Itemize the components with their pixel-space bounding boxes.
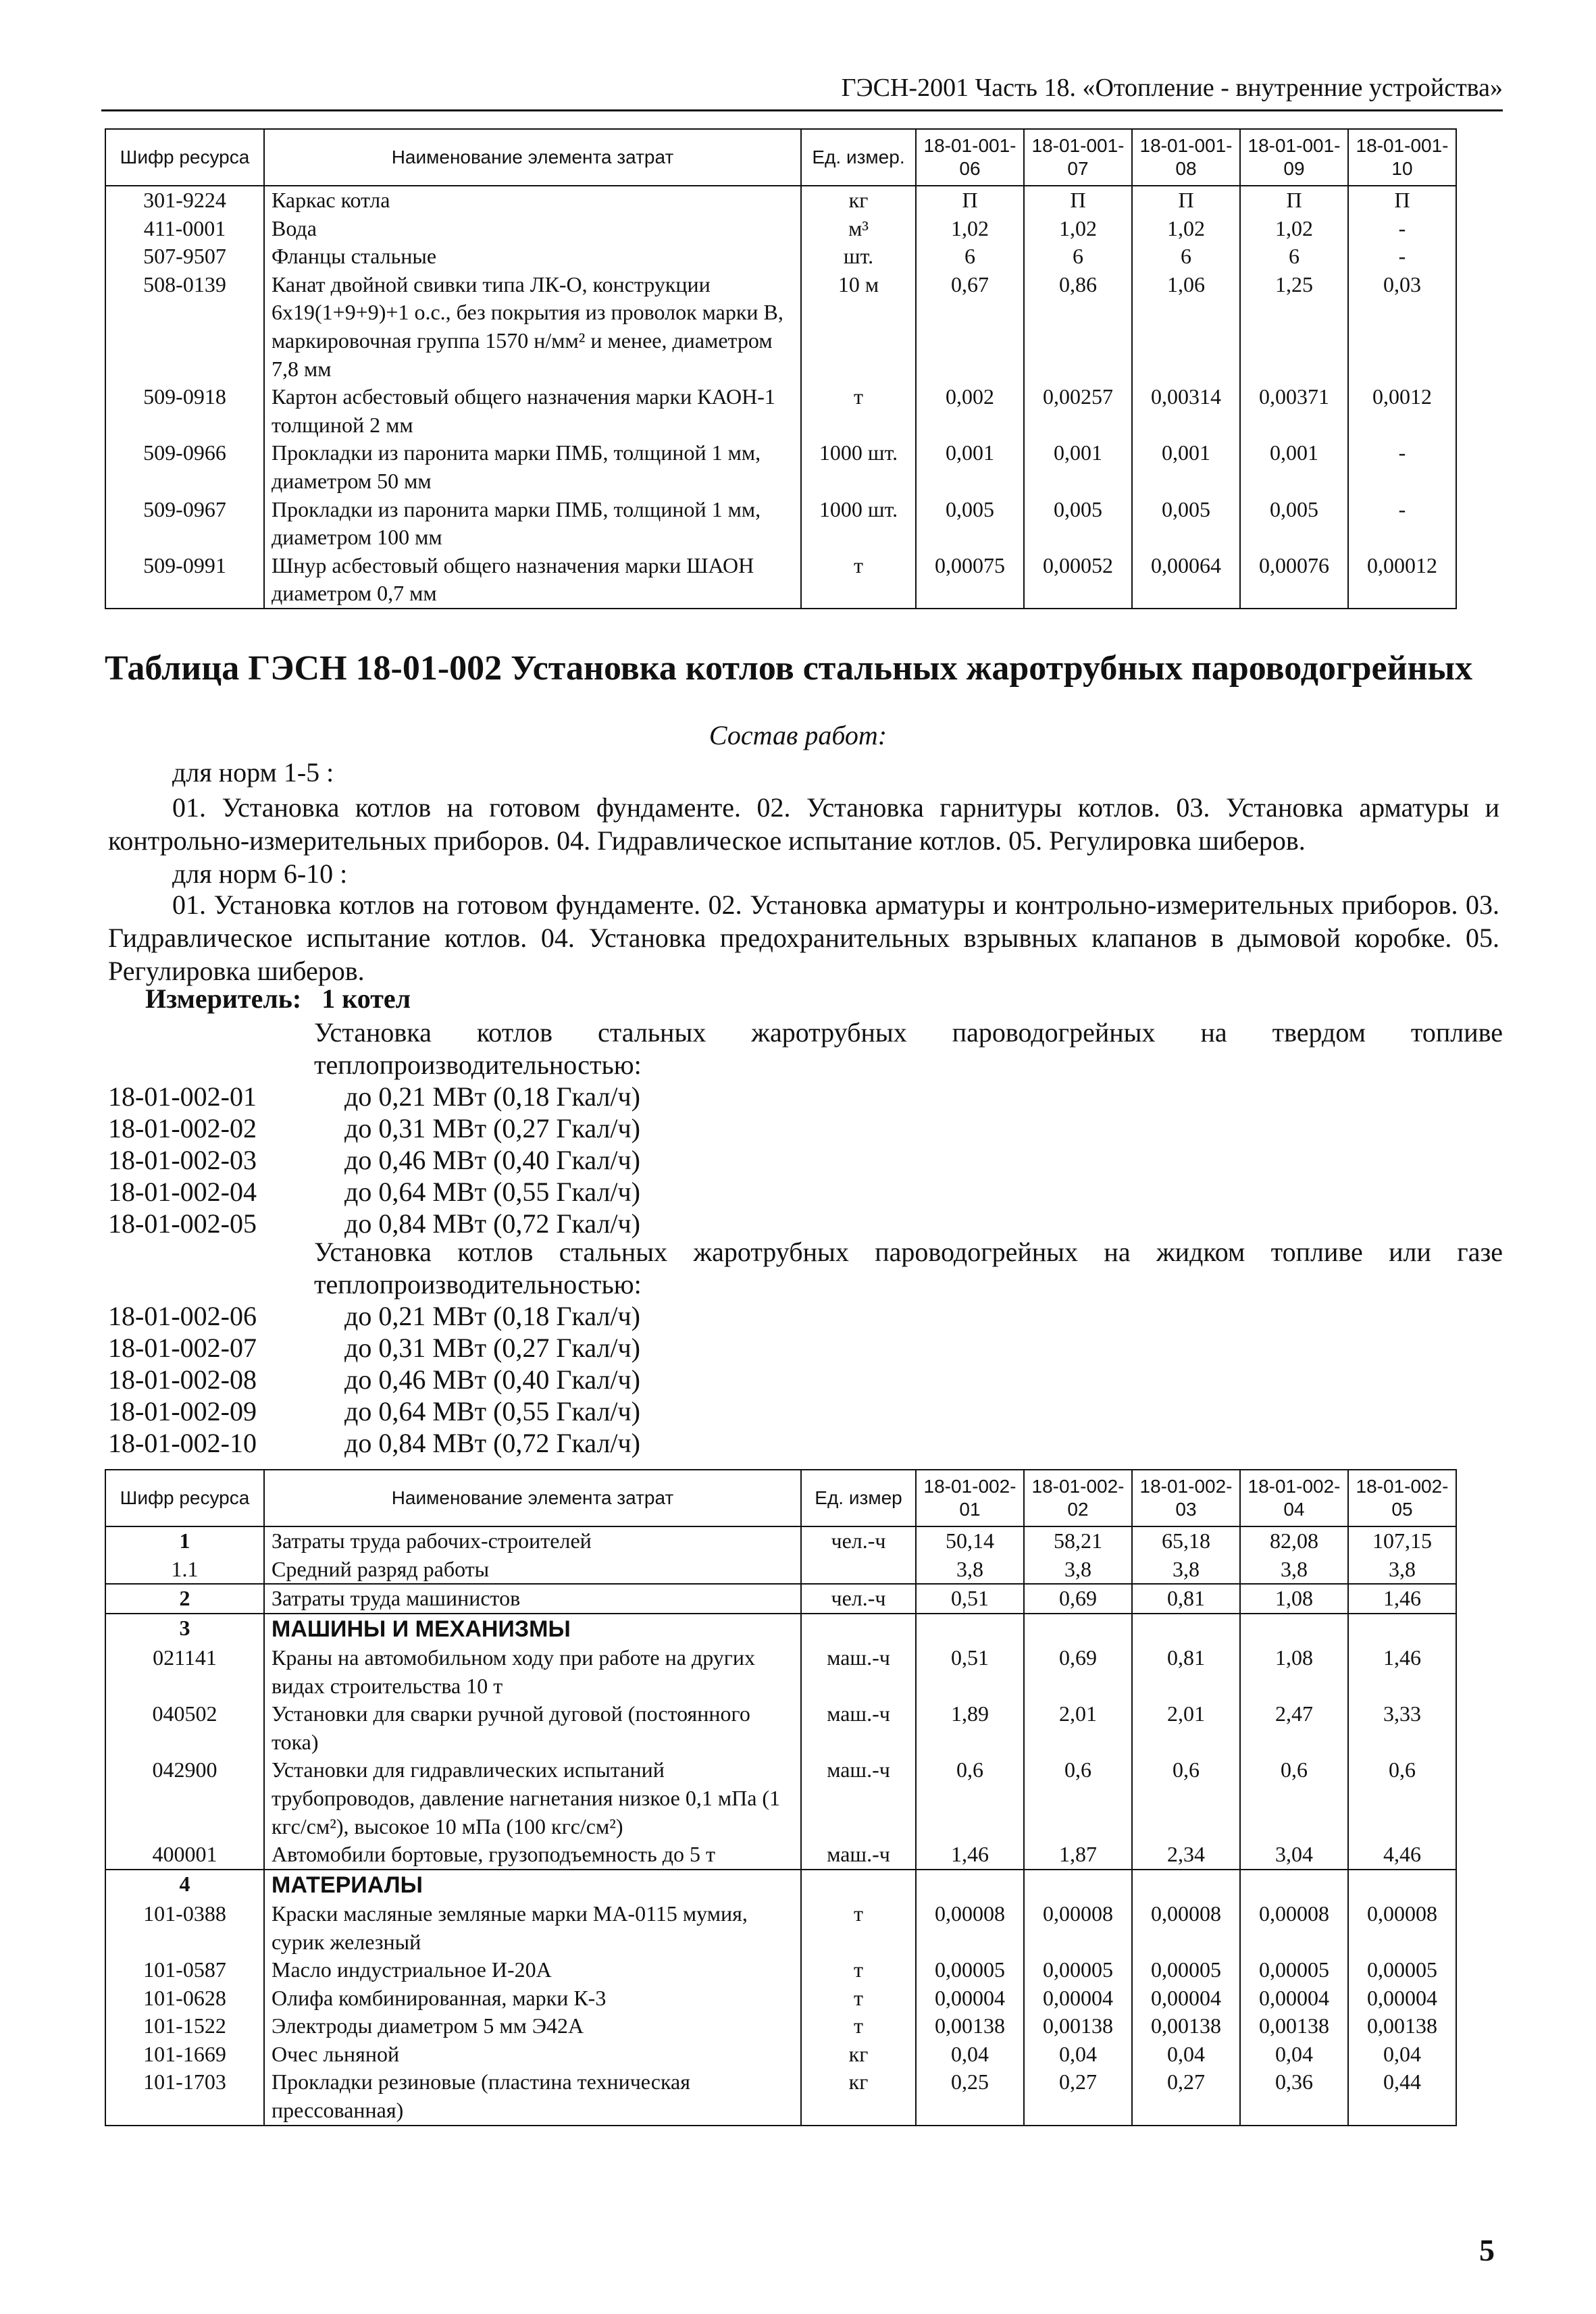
- norms-6-10-text: 01. Установка котлов на готовом фундаменте. 02. Установка арматуры и контрольно-измерительных приборов. 03. Гидравлическое испытание котлов. 04. Установка предохранительных взрывных клапанов в дымовой коробке. 05. Регулировка шиберов.: [108, 890, 1499, 986]
- table-row: [105, 1526, 1456, 1555]
- norm-value: -: [1348, 439, 1456, 495]
- norm-value: 3,04: [1240, 1841, 1348, 1870]
- norm-value: П: [1240, 186, 1348, 215]
- cost-element-name: Затраты труда машинистов: [264, 1584, 801, 1614]
- cost-element-name: Средний разряд работы: [264, 1555, 801, 1585]
- norm-value: [1024, 1870, 1132, 1900]
- unit-of-measure: 1000 шт.: [801, 496, 916, 552]
- header-row: [105, 129, 1456, 186]
- table-row: [105, 1644, 1456, 1700]
- unit-of-measure: маш.-ч: [801, 1756, 916, 1841]
- norm-value: 0,00008: [1348, 1900, 1456, 1956]
- column-header: Шифр ресурса: [105, 1470, 264, 1526]
- norm-value: 0,04: [916, 2040, 1024, 2069]
- norm-value: 0,00371: [1240, 383, 1348, 439]
- cost-element-name: Очес льняной: [264, 2040, 801, 2069]
- norm-item: [108, 1144, 640, 1176]
- table-row: [105, 1555, 1456, 1585]
- work-composition-title: Состав работ:: [709, 720, 887, 750]
- cost-element-name: Установки для гидравлических испытаний трубопроводов, давление нагнетания низкое 0,1 мПа (1 кгс/см²), высокое 10 мПа (100 кгс/см²): [264, 1756, 801, 1841]
- norm-value: 0,00012: [1348, 552, 1456, 609]
- column-header: 18-01-001-10: [1348, 129, 1456, 186]
- norm-value: 1,08: [1240, 1644, 1348, 1700]
- column-header: 18-01-002-02: [1024, 1470, 1132, 1526]
- norm-value: 65,18: [1132, 1526, 1240, 1555]
- norm-value: 0,00005: [916, 1956, 1024, 1984]
- table-row: [105, 186, 1456, 215]
- cost-element-name: МАТЕРИАЛЫ: [264, 1870, 801, 1900]
- norm-value: 0,00138: [916, 2012, 1024, 2040]
- unit-of-measure: т: [801, 1900, 916, 1956]
- norm-capacity: до 0,21 МВт (0,18 Гкал/ч): [344, 1081, 640, 1112]
- resource-code: 400001: [105, 1841, 264, 1870]
- table-title: Таблица ГЭСН 18-01-002 Установка котлов стальных жаротрубных пароводогрейных: [105, 649, 1473, 688]
- column-header: 18-01-002-05: [1348, 1470, 1456, 1526]
- norm-value: 0,36: [1240, 2068, 1348, 2125]
- norm-value: 0,6: [1024, 1756, 1132, 1841]
- norm-value: 6: [1240, 242, 1348, 271]
- cost-element-name: Шнур асбестовый общего назначения марки ШАОН диаметром 0,7 мм: [264, 552, 801, 609]
- cost-element-name: Каркас котла: [264, 186, 801, 215]
- resource-code: 509-0966: [105, 439, 264, 495]
- norm-value: 0,04: [1024, 2040, 1132, 2069]
- cost-element-name: Прокладки из паронита марки ПМБ, толщиной 1 мм, диаметром 100 мм: [264, 496, 801, 552]
- norm-value: 0,00004: [1132, 1984, 1240, 2013]
- norm-value: 1,02: [916, 215, 1024, 243]
- norm-value: [916, 1870, 1024, 1900]
- resource-code: 101-0628: [105, 1984, 264, 2013]
- norm-value: 0,04: [1240, 2040, 1348, 2069]
- norm-value: 1,02: [1132, 215, 1240, 243]
- norm-value: П: [1348, 186, 1456, 215]
- table-row: [105, 242, 1456, 271]
- norm-value: 2,01: [1132, 1700, 1240, 1756]
- resource-code: 101-0388: [105, 1900, 264, 1956]
- norm-value: 0,00004: [1348, 1984, 1456, 2013]
- norm-value: [1024, 1614, 1132, 1644]
- norm-value: 0,005: [1132, 496, 1240, 552]
- norm-value: [1132, 1870, 1240, 1900]
- norm-code: 18-01-002-03: [108, 1145, 257, 1175]
- norm-value: [1240, 1870, 1348, 1900]
- norm-value: [916, 1614, 1024, 1644]
- table-row: [105, 439, 1456, 495]
- unit-of-measure: [801, 1614, 916, 1644]
- cost-element-name: Вода: [264, 215, 801, 243]
- unit-of-measure: [801, 1870, 916, 1900]
- norm-code: 18-01-002-04: [108, 1177, 257, 1207]
- table-row: [105, 1614, 1456, 1644]
- cost-element-name: Прокладки резиновые (пластина техническая прессованная): [264, 2068, 801, 2125]
- norm-value: 0,00008: [1132, 1900, 1240, 1956]
- running-header: ГЭСН-2001 Часть 18. «Отопление - внутренние устройства»: [101, 73, 1503, 111]
- norm-value: 0,6: [1240, 1756, 1348, 1841]
- norm-value: 6: [1132, 242, 1240, 271]
- norm-capacity: до 0,64 МВт (0,55 Гкал/ч): [344, 1396, 640, 1426]
- norm-value: 0,67: [916, 271, 1024, 383]
- norm-value: 0,005: [1240, 496, 1348, 552]
- unit-of-measure: кг: [801, 186, 916, 215]
- norm-value: 3,8: [1132, 1555, 1240, 1585]
- resource-code: 1: [105, 1526, 264, 1555]
- table-row: [105, 271, 1456, 383]
- norm-value: 1,08: [1240, 1584, 1348, 1614]
- unit-of-measure: маш.-ч: [801, 1841, 916, 1870]
- resource-code: 101-1703: [105, 2068, 264, 2125]
- cost-element-name: Автомобили бортовые, грузоподъемность до 5 т: [264, 1841, 801, 1870]
- table-row: [105, 383, 1456, 439]
- unit-of-measure: чел.-ч: [801, 1584, 916, 1614]
- column-header: 18-01-001-07: [1024, 129, 1132, 186]
- cost-element-name: Краны на автомобильном ходу при работе на других видах строительства 10 т: [264, 1644, 801, 1700]
- cost-element-name: МАШИНЫ И МЕХАНИЗМЫ: [264, 1614, 801, 1644]
- table-row: [105, 1870, 1456, 1900]
- resource-code: 021141: [105, 1644, 264, 1700]
- cost-element-name: Картон асбестовый общего назначения марки КАОН-1 толщиной 2 мм: [264, 383, 801, 439]
- table-row: [105, 1756, 1456, 1841]
- resource-code: 411-0001: [105, 215, 264, 243]
- unit-of-measure: 10 м: [801, 271, 916, 383]
- group-title-liquid-gas: Установка котлов стальных жаротрубных пароводогрейных на жидком топливе или газе теплопроизводительностью:: [314, 1237, 1503, 1300]
- norm-code: 18-01-002-05: [108, 1208, 257, 1239]
- norm-value: 1,46: [1348, 1584, 1456, 1614]
- norm-value: 0,00004: [916, 1984, 1024, 2013]
- measure-value: 1 котел: [321, 983, 411, 1014]
- norm-capacity: до 0,84 МВт (0,72 Гкал/ч): [344, 1208, 640, 1239]
- norm-value: 2,47: [1240, 1700, 1348, 1756]
- table-row: [105, 496, 1456, 552]
- norm-code: 18-01-002-07: [108, 1333, 257, 1363]
- norm-value: 0,00075: [916, 552, 1024, 609]
- table-header: [105, 129, 1456, 186]
- norm-value: 0,86: [1024, 271, 1132, 383]
- column-header: 18-01-001-08: [1132, 129, 1240, 186]
- norm-value: 4,46: [1348, 1841, 1456, 1870]
- norm-item: [108, 1081, 640, 1112]
- resource-code: 101-0587: [105, 1956, 264, 1984]
- norm-value: [1240, 1614, 1348, 1644]
- norm-value: 1,46: [1348, 1644, 1456, 1700]
- resource-code: 509-0991: [105, 552, 264, 609]
- header-row: [105, 1470, 1456, 1526]
- cost-element-name: Фланцы стальные: [264, 242, 801, 271]
- norm-value: 3,8: [1348, 1555, 1456, 1585]
- norm-item: [108, 1112, 640, 1144]
- table-body: [105, 1526, 1456, 2126]
- unit-of-measure: шт.: [801, 242, 916, 271]
- resource-code: 507-9507: [105, 242, 264, 271]
- norm-value: 0,44: [1348, 2068, 1456, 2125]
- norm-item: [108, 1208, 640, 1239]
- norm-value: 1,46: [916, 1841, 1024, 1870]
- norm-value: 0,00138: [1024, 2012, 1132, 2040]
- norm-value: 0,00314: [1132, 383, 1240, 439]
- norm-value: 0,81: [1132, 1584, 1240, 1614]
- resource-code: 042900: [105, 1756, 264, 1841]
- norm-value: П: [916, 186, 1024, 215]
- table-row: [105, 1956, 1456, 1984]
- resource-table-18-01-001: [105, 128, 1457, 609]
- resource-code: 040502: [105, 1700, 264, 1756]
- norm-value: 0,00138: [1240, 2012, 1348, 2040]
- table-row: [105, 1900, 1456, 1956]
- norm-value: 0,00008: [916, 1900, 1024, 1956]
- norm-capacity: до 0,46 МВт (0,40 Гкал/ч): [344, 1364, 640, 1395]
- norm-value: 0,00004: [1240, 1984, 1348, 2013]
- column-header: Ед. измер.: [801, 129, 916, 186]
- norm-value: 0,00138: [1132, 2012, 1240, 2040]
- norm-value: [1132, 1614, 1240, 1644]
- norm-value: -: [1348, 215, 1456, 243]
- norm-value: 0,04: [1132, 2040, 1240, 2069]
- norm-value: 6: [1024, 242, 1132, 271]
- norm-value: 0,0012: [1348, 383, 1456, 439]
- table-row: [105, 2068, 1456, 2125]
- norm-value: 82,08: [1240, 1526, 1348, 1555]
- norm-item: [108, 1332, 640, 1364]
- norm-value: 3,8: [1024, 1555, 1132, 1585]
- norm-value: 0,69: [1024, 1644, 1132, 1700]
- table-header: [105, 1470, 1456, 1526]
- norm-code: 18-01-002-08: [108, 1364, 257, 1395]
- norm-value: 0,6: [1132, 1756, 1240, 1841]
- norm-value: П: [1132, 186, 1240, 215]
- norm-value: 58,21: [1024, 1526, 1132, 1555]
- table-row: [105, 552, 1456, 609]
- norm-value: 0,001: [1240, 439, 1348, 495]
- norm-value: 0,27: [1132, 2068, 1240, 2125]
- resource-code: 509-0967: [105, 496, 264, 552]
- table-row: [105, 215, 1456, 243]
- norm-value: П: [1024, 186, 1132, 215]
- unit-of-measure: маш.-ч: [801, 1700, 916, 1756]
- cost-element-name: Затраты труда рабочих-строителей: [264, 1526, 801, 1555]
- norm-capacity: до 0,64 МВт (0,55 Гкал/ч): [344, 1177, 640, 1207]
- resource-code: 1.1: [105, 1555, 264, 1585]
- norm-value: 0,00052: [1024, 552, 1132, 609]
- norm-value: 1,06: [1132, 271, 1240, 383]
- norm-value: 0,00005: [1240, 1956, 1348, 1984]
- table-row: [105, 2012, 1456, 2040]
- column-header: 18-01-002-04: [1240, 1470, 1348, 1526]
- norm-capacity: до 0,84 МВт (0,72 Гкал/ч): [344, 1428, 640, 1458]
- unit-of-measure: [801, 1555, 916, 1585]
- norm-item: [108, 1395, 640, 1427]
- unit-of-measure: маш.-ч: [801, 1644, 916, 1700]
- norm-value: 1,02: [1024, 215, 1132, 243]
- column-header: Ед. измер: [801, 1470, 916, 1526]
- norm-value: 0,81: [1132, 1644, 1240, 1700]
- norm-value: 0,25: [916, 2068, 1024, 2125]
- norm-value: 1,87: [1024, 1841, 1132, 1870]
- cost-element-name: Прокладки из паронита марки ПМБ, толщиной 1 мм, диаметром 50 мм: [264, 439, 801, 495]
- unit-of-measure: т: [801, 1984, 916, 2013]
- column-header: Наименование элемента затрат: [264, 129, 801, 186]
- cost-element-name: Краски масляные земляные марки МА-0115 мумия, сурик железный: [264, 1900, 801, 1956]
- norm-value: 0,03: [1348, 271, 1456, 383]
- cost-element-name: Масло индустриальное И-20А: [264, 1956, 801, 1984]
- cost-element-name: Установки для сварки ручной дуговой (постоянного тока): [264, 1700, 801, 1756]
- norm-item: [108, 1364, 640, 1395]
- norm-value: 107,15: [1348, 1526, 1456, 1555]
- norm-value: 6: [916, 242, 1024, 271]
- group-title-solid-fuel: Установка котлов стальных жаротрубных пароводогрейных на твердом топливе теплопроизводительностью:: [314, 1017, 1503, 1080]
- norm-item: [108, 1176, 640, 1208]
- measure-line: [145, 983, 411, 1014]
- norm-code: 18-01-002-02: [108, 1113, 257, 1143]
- norm-value: 0,005: [1024, 496, 1132, 552]
- resource-code: 2: [105, 1584, 264, 1614]
- norm-capacity: до 0,31 МВт (0,27 Гкал/ч): [344, 1113, 640, 1143]
- norm-code: 18-01-002-09: [108, 1396, 257, 1426]
- resource-table-18-01-002: [105, 1469, 1457, 2126]
- norm-value: 0,00138: [1348, 2012, 1456, 2040]
- norm-capacity: до 0,31 МВт (0,27 Гкал/ч): [344, 1333, 640, 1363]
- norm-value: 0,51: [916, 1644, 1024, 1700]
- norm-value: 1,25: [1240, 271, 1348, 383]
- resource-code: 301-9224: [105, 186, 264, 215]
- norm-value: 0,00257: [1024, 383, 1132, 439]
- norm-value: [1348, 1870, 1456, 1900]
- resource-code: 509-0918: [105, 383, 264, 439]
- cost-element-name: Олифа комбинированная, марки К-3: [264, 1984, 801, 2013]
- norm-item: [108, 1427, 640, 1459]
- norm-value: 50,14: [916, 1526, 1024, 1555]
- unit-of-measure: т: [801, 552, 916, 609]
- column-header: Наименование элемента затрат: [264, 1470, 801, 1526]
- table-row: [105, 1700, 1456, 1756]
- norm-value: 0,00064: [1132, 552, 1240, 609]
- unit-of-measure: м³: [801, 215, 916, 243]
- resource-code: 508-0139: [105, 271, 264, 383]
- norm-value: 0,001: [916, 439, 1024, 495]
- table-row: [105, 1841, 1456, 1870]
- norm-value: 0,001: [1132, 439, 1240, 495]
- norm-capacity: до 0,21 МВт (0,18 Гкал/ч): [344, 1301, 640, 1331]
- norms-1-5-text: 01. Установка котлов на готовом фундаменте. 02. Установка гарнитуры котлов. 03. Установка арматуры и контрольно-измерительных приборов. 04. Гидравлическое испытание котлов. 05. Регулировка шиберов.: [108, 792, 1499, 856]
- cost-element-name: Электроды диаметром 5 мм Э42А: [264, 2012, 801, 2040]
- measure-label: Измеритель:: [145, 983, 302, 1014]
- norm-value: 0,00005: [1024, 1956, 1132, 1984]
- norm-item: [108, 1300, 640, 1332]
- unit-of-measure: кг: [801, 2068, 916, 2125]
- norm-value: 3,8: [916, 1555, 1024, 1585]
- norms-1-5-label: для норм 1-5 :: [172, 757, 334, 788]
- column-header: 18-01-002-01: [916, 1470, 1024, 1526]
- norm-value: 0,001: [1024, 439, 1132, 495]
- norm-value: 0,00005: [1132, 1956, 1240, 1984]
- resource-code: 3: [105, 1614, 264, 1644]
- norm-value: 1,02: [1240, 215, 1348, 243]
- norm-value: 0,00008: [1240, 1900, 1348, 1956]
- norm-code: 18-01-002-01: [108, 1081, 257, 1112]
- page-number: 5: [1479, 2233, 1495, 2267]
- unit-of-measure: чел.-ч: [801, 1526, 916, 1555]
- column-header: 18-01-001-06: [916, 129, 1024, 186]
- norm-value: 0,51: [916, 1584, 1024, 1614]
- norm-value: 0,00005: [1348, 1956, 1456, 1984]
- column-header: Шифр ресурса: [105, 129, 264, 186]
- norm-capacity: до 0,46 МВт (0,40 Гкал/ч): [344, 1145, 640, 1175]
- norm-value: 0,69: [1024, 1584, 1132, 1614]
- norm-value: 2,01: [1024, 1700, 1132, 1756]
- unit-of-measure: кг: [801, 2040, 916, 2069]
- norm-value: 0,04: [1348, 2040, 1456, 2069]
- norm-code: 18-01-002-10: [108, 1428, 257, 1458]
- norm-value: 3,33: [1348, 1700, 1456, 1756]
- unit-of-measure: т: [801, 1956, 916, 1984]
- norm-value: 1,89: [916, 1700, 1024, 1756]
- table-row: [105, 2040, 1456, 2069]
- norms-6-10-label: для норм 6-10 :: [172, 858, 348, 889]
- resource-code: 101-1522: [105, 2012, 264, 2040]
- norm-value: 0,002: [916, 383, 1024, 439]
- unit-of-measure: 1000 шт.: [801, 439, 916, 495]
- norm-value: 2,34: [1132, 1841, 1240, 1870]
- norm-value: 0,00004: [1024, 1984, 1132, 2013]
- norm-value: -: [1348, 496, 1456, 552]
- norm-value: 0,6: [916, 1756, 1024, 1841]
- column-header: 18-01-001-09: [1240, 129, 1348, 186]
- unit-of-measure: т: [801, 2012, 916, 2040]
- norm-value: 0,27: [1024, 2068, 1132, 2125]
- norm-value: 0,005: [916, 496, 1024, 552]
- norm-value: 0,00008: [1024, 1900, 1132, 1956]
- norm-value: 0,00076: [1240, 552, 1348, 609]
- cost-element-name: Канат двойной свивки типа ЛК-О, конструкции 6х19(1+9+9)+1 о.с., без покрытия из проволок марки В, маркировочная группа 1570 н/мм² и менее, диаметром 7,8 мм: [264, 271, 801, 383]
- norm-value: 3,8: [1240, 1555, 1348, 1585]
- norm-value: -: [1348, 242, 1456, 271]
- table-row: [105, 1584, 1456, 1614]
- unit-of-measure: т: [801, 383, 916, 439]
- table-row: [105, 1984, 1456, 2013]
- norm-value: [1348, 1614, 1456, 1644]
- resource-code: 4: [105, 1870, 264, 1900]
- resource-code: 101-1669: [105, 2040, 264, 2069]
- norm-value: 0,6: [1348, 1756, 1456, 1841]
- norm-code: 18-01-002-06: [108, 1301, 257, 1331]
- column-header: 18-01-002-03: [1132, 1470, 1240, 1526]
- table-body: [105, 186, 1456, 609]
